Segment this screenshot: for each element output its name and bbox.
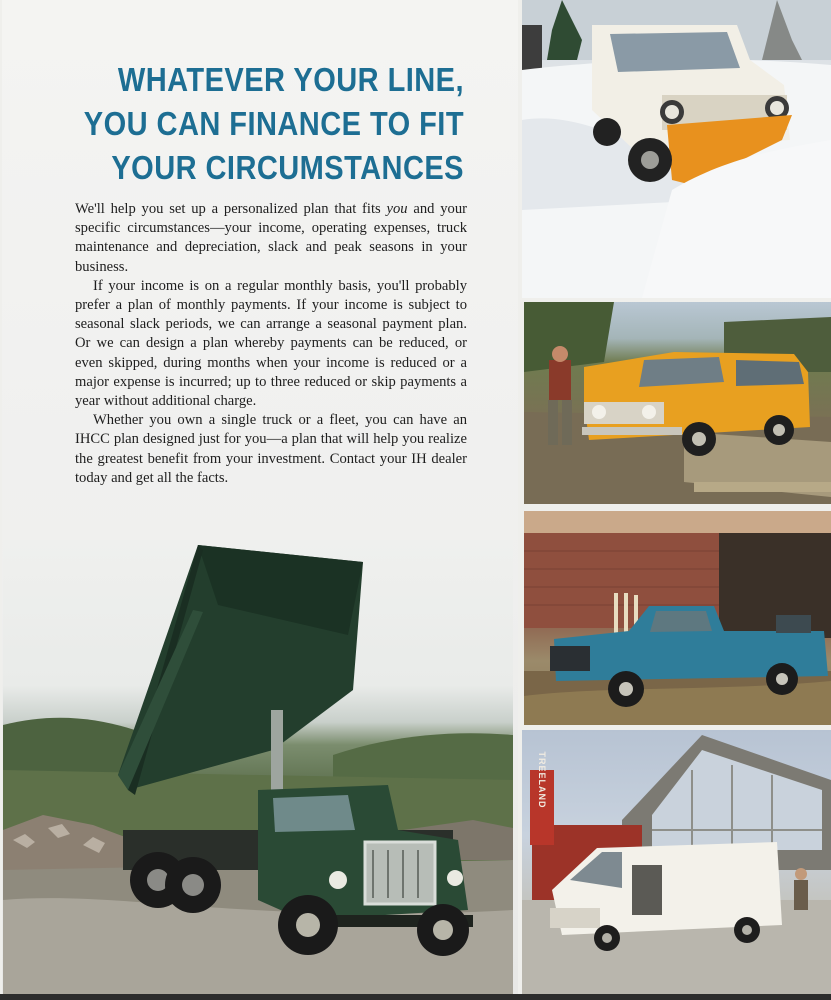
paragraph-1 — [75, 200, 467, 277]
headline-line-1: WHATEVER YOUR LINE, — [117, 61, 465, 98]
headline-line-3: YOUR CIRCUMSTANCES — [111, 149, 465, 186]
headline-line-2: YOU CAN FINANCE TO FIT — [83, 105, 465, 142]
bottom-edge — [0, 994, 831, 1000]
scout-illustration — [522, 0, 831, 298]
pickup-photo — [524, 511, 831, 725]
headline — [77, 58, 464, 190]
travelall-illustration — [524, 302, 831, 504]
treeland-sign-text: TREELAND — [537, 751, 547, 809]
pickup-illustration — [524, 511, 831, 725]
dump-truck-photo — [3, 540, 513, 995]
paragraph-2: If your income is on a regular monthly basis, you'll probably prefer a plan of monthly payments. If your income is subject to seasonal slack periods, we can arrange a seasonal payment plan. Or we can design a plan whereby payments can be reduced, or even skipped, during months when your income is reduced or a major expense is incurred; up to three reduced or skip payments a year without additional charge. — [75, 277, 467, 410]
body-copy — [75, 200, 467, 488]
step-van-illustration — [522, 730, 831, 995]
paragraph-1-start: We'll help you set up a personalized plan that fits — [75, 201, 387, 217]
travelall-photo — [524, 302, 831, 504]
paragraph-1-emphasis: you — [386, 201, 408, 217]
scout-snow-photo — [522, 0, 831, 298]
paragraph-1-end: and your specific circumstances—your income, operating expenses, truck maintenance and depreciation, slack and peak seasons in your business. — [75, 201, 467, 275]
step-van-photo — [522, 730, 831, 995]
paragraph-3: Whether you own a single truck or a fleet, you can have an IHCC plan designed just for you—a plan that will help you realize the greatest benefit from your investment. Contact your IH dealer today and get all the facts. — [75, 412, 467, 486]
dump-truck-illustration — [3, 540, 513, 995]
